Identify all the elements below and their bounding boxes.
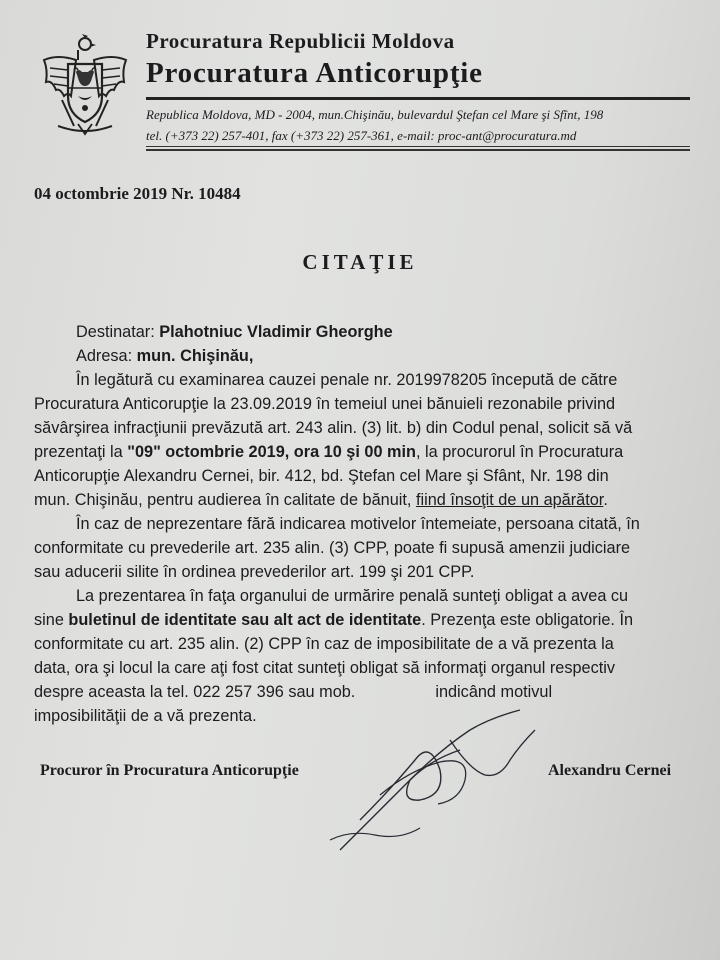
paragraph-2-line-2: conformitate cu prevederile art. 235 alin. (3) CPP, poate fi supusă amenzii judiciare [34, 539, 631, 557]
appearance-outro: , la procurorul în Procuratura [415, 443, 624, 461]
recipient-name: Plahotniuc Vladimir Gheorghe [159, 323, 393, 341]
paragraph-2-line-3: sau aducerii silite în ordinea prevederilor art. 199 şi 201 CPP. [34, 563, 475, 581]
paragraph-1-line-2: Procuratura Anticorupţie la 23.09.2019 în temeiul unei bănuieli rezonabile privind [34, 395, 616, 413]
appearance-datetime: "09" octombrie 2019, ora 10 şi 00 min [127, 443, 416, 461]
address-label: Adresa: [76, 347, 133, 365]
hearing-purpose: mun. Chişinău, pentru audierea în calitate de bănuit, [34, 491, 416, 509]
paragraph-3-line-6: imposibilităţii de a vă prezenta. [34, 707, 257, 725]
id-outro: . Prezenţa este obligatorie. În [421, 611, 634, 629]
address-value: mun. Chişinău, [136, 347, 254, 365]
paragraph-3-line-4: data, ora şi locul la care aţi fost citat sunteţi obligat să informaţi organul respectiv [34, 659, 615, 677]
document-title: CITAŢIE [302, 250, 418, 274]
appearance-intro: prezentaţi la [34, 443, 128, 461]
header-divider-bottom [146, 146, 690, 147]
org-address: Republica Moldova, MD - 2004, mun.Chişinău, bulevardul Ştefan cel Mare şi Sfînt, 198 [146, 107, 604, 122]
recipient-label: Destinatar: [76, 323, 155, 341]
signatory-name: Alexandru Cernei [548, 762, 672, 779]
paragraph-3-line-2 [34, 611, 633, 630]
org-contacts: tel. (+373 22) 257-401, fax (+373 22) 257-361, e-mail: proc-ant@procuratura.md [146, 128, 577, 143]
contact-phone: despre aceasta la tel. 022 257 396 sau mob. [34, 683, 356, 701]
address-line [76, 347, 253, 366]
id-intro: sine [34, 611, 69, 629]
recipient-line [76, 323, 393, 342]
indicate-reason: indicând motivul [435, 683, 553, 701]
signatory-position: Procuror în Procuratura Anticorupţie [40, 762, 299, 779]
period: . [603, 491, 608, 509]
paragraph-1-line-4 [34, 443, 623, 462]
header-divider-bottom-thick [146, 149, 690, 151]
handwritten-signature-icon [320, 700, 550, 860]
paragraph-2-line-1: În caz de neprezentare fără indicarea motivelor întemeiate, persoana citată, în [76, 515, 640, 533]
paragraph-3-line-1: La prezentarea în faţa organului de urmărire penală sunteţi obligat a avea cu [76, 587, 629, 605]
org-name-secondary: Procuratura Anticorupţie [146, 57, 483, 89]
org-name-primary: Procuratura Republicii Moldova [146, 29, 455, 53]
paragraph-1-line-6 [34, 491, 608, 510]
paragraph-1-line-5: Anticorupţie Alexandru Cernei, bir. 412, bd. Ştefan cel Mare şi Sfânt, Nr. 198 din [34, 467, 609, 485]
paragraph-1-line-1: În legătură cu examinarea cauzei penale nr. 2019978205 începută de către [76, 371, 618, 389]
header-divider [146, 97, 690, 100]
id-requirement: buletinul de identitate sau alt act de identitate [68, 611, 422, 629]
lawyer-requirement: fiind însoţit de un apărător [415, 491, 604, 509]
paragraph-1-line-3: săvârşirea infracţiunii prevăzută art. 243 alin. (3) lit. b) din Codul penal, solicit să vă [34, 419, 633, 437]
document-date-number: 04 octombrie 2019 Nr. 10484 [34, 184, 241, 203]
paragraph-3-line-3: conformitate cu art. 235 alin. (2) CPP în caz de imposibilitate de a vă prezenta la [34, 635, 614, 653]
moldova-coat-of-arms-icon [38, 30, 130, 140]
